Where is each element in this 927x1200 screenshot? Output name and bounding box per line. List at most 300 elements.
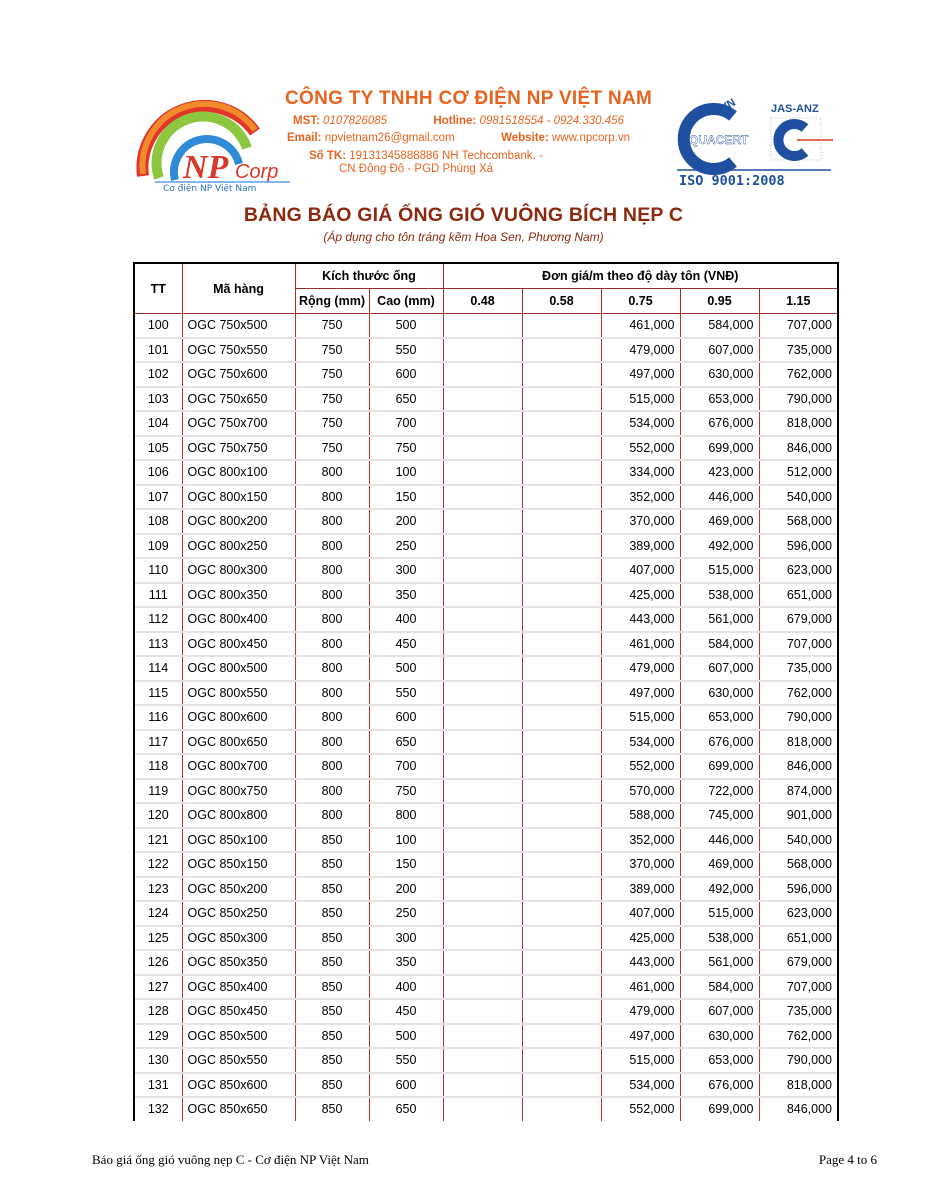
cell-price-095: 607,000 — [680, 656, 759, 681]
letterhead — [135, 86, 835, 196]
cell-width: 850 — [295, 828, 369, 853]
cell-price-048 — [443, 583, 522, 608]
cell-price-058 — [522, 754, 601, 779]
cell-price-095: 699,000 — [680, 754, 759, 779]
cell-price-095: 538,000 — [680, 583, 759, 608]
table-row — [134, 362, 838, 387]
cell-tt: 125 — [134, 926, 182, 951]
cell-height: 100 — [369, 460, 443, 485]
mst-label: MST: — [293, 115, 320, 127]
cell-tt: 111 — [134, 583, 182, 608]
cell-price-115: 818,000 — [759, 730, 838, 755]
cell-price-058 — [522, 1024, 601, 1049]
email-value[interactable]: npvietnam26@gmail.com — [324, 132, 455, 144]
cell-price-058 — [522, 460, 601, 485]
cell-tt: 120 — [134, 803, 182, 828]
cell-price-115: 762,000 — [759, 362, 838, 387]
cell-price-048 — [443, 852, 522, 877]
cell-price-048 — [443, 632, 522, 657]
cell-width: 850 — [295, 852, 369, 877]
cell-price-075: 352,000 — [601, 828, 680, 853]
cell-price-095: 630,000 — [680, 1024, 759, 1049]
cell-price-095: 492,000 — [680, 534, 759, 559]
cell-height: 400 — [369, 975, 443, 1000]
table-row — [134, 975, 838, 1000]
cell-tt: 106 — [134, 460, 182, 485]
table-row — [134, 950, 838, 975]
cell-price-075: 515,000 — [601, 1048, 680, 1073]
cell-code: OGC 850x650 — [182, 1097, 295, 1121]
cell-price-048 — [443, 1097, 522, 1121]
cell-price-048 — [443, 999, 522, 1024]
cell-price-075: 389,000 — [601, 534, 680, 559]
cell-price-075: 515,000 — [601, 387, 680, 412]
cell-height: 100 — [369, 828, 443, 853]
cell-tt: 123 — [134, 877, 182, 902]
cell-price-115: 540,000 — [759, 485, 838, 510]
table-row — [134, 632, 838, 657]
cell-price-048 — [443, 411, 522, 436]
cell-code: OGC 750x750 — [182, 436, 295, 461]
table-row — [134, 999, 838, 1024]
table-row — [134, 926, 838, 951]
cell-price-115: 735,000 — [759, 999, 838, 1024]
cell-price-075: 479,000 — [601, 656, 680, 681]
cell-width: 800 — [295, 460, 369, 485]
email-label: Email: — [287, 132, 322, 144]
cell-height: 650 — [369, 730, 443, 755]
cell-code: OGC 800x350 — [182, 583, 295, 608]
iso-certification-icon — [675, 96, 833, 188]
cell-price-115: 901,000 — [759, 803, 838, 828]
cell-price-095: 676,000 — [680, 730, 759, 755]
table-row — [134, 583, 838, 608]
cell-price-048 — [443, 485, 522, 510]
cell-code: OGC 850x250 — [182, 901, 295, 926]
cell-price-075: 370,000 — [601, 852, 680, 877]
cell-code: OGC 750x500 — [182, 314, 295, 338]
cell-price-115: 596,000 — [759, 534, 838, 559]
svg-text:ISO 9001:2008: ISO 9001:2008 — [679, 173, 785, 188]
header-size-group: Kích thước ống — [295, 263, 443, 289]
cell-price-115: 512,000 — [759, 460, 838, 485]
cell-price-058 — [522, 1073, 601, 1098]
table-row — [134, 754, 838, 779]
cell-price-075: 389,000 — [601, 877, 680, 902]
cell-height: 550 — [369, 1048, 443, 1073]
cell-price-048 — [443, 705, 522, 730]
document-subtitle: (Áp dụng cho tôn tráng kẽm Hoa Sen, Phương Nam) — [323, 230, 604, 244]
cell-height: 350 — [369, 583, 443, 608]
cell-price-048 — [443, 1048, 522, 1073]
cell-height: 300 — [369, 926, 443, 951]
cell-price-058 — [522, 583, 601, 608]
table-row — [134, 436, 838, 461]
cell-tt: 118 — [134, 754, 182, 779]
cell-price-048 — [443, 779, 522, 804]
table-row — [134, 485, 838, 510]
cell-price-115: 762,000 — [759, 681, 838, 706]
cell-width: 800 — [295, 485, 369, 510]
cell-price-095: 469,000 — [680, 509, 759, 534]
cell-width: 750 — [295, 387, 369, 412]
cell-price-115: 707,000 — [759, 975, 838, 1000]
cell-price-075: 334,000 — [601, 460, 680, 485]
cell-price-115: 568,000 — [759, 852, 838, 877]
cell-height: 750 — [369, 779, 443, 804]
hotline-label: Hotline: — [433, 115, 477, 127]
cell-price-095: 469,000 — [680, 852, 759, 877]
cell-width: 750 — [295, 362, 369, 387]
svg-text:QUACERT: QUACERT — [689, 133, 749, 147]
cell-width: 750 — [295, 338, 369, 363]
cell-price-048 — [443, 1073, 522, 1098]
header-width: Rộng (mm) — [295, 289, 369, 314]
cell-width: 850 — [295, 1024, 369, 1049]
cell-width: 800 — [295, 803, 369, 828]
cell-code: OGC 800x650 — [182, 730, 295, 755]
cell-price-115: 790,000 — [759, 387, 838, 412]
cell-tt: 128 — [134, 999, 182, 1024]
cell-price-058 — [522, 436, 601, 461]
header-thickness-058: 0.58 — [522, 289, 601, 314]
cell-price-095: 676,000 — [680, 1073, 759, 1098]
bank-branch-line: CN Đông Đô - PGD Phùng Xá — [339, 163, 494, 175]
cell-price-075: 443,000 — [601, 950, 680, 975]
cell-price-095: 722,000 — [680, 779, 759, 804]
cell-code: OGC 850x350 — [182, 950, 295, 975]
cell-price-075: 479,000 — [601, 338, 680, 363]
document-title: BẢNG BÁO GIÁ ỐNG GIÓ VUÔNG BÍCH NẸP C — [243, 204, 684, 226]
cell-price-075: 370,000 — [601, 509, 680, 534]
cell-height: 550 — [369, 681, 443, 706]
cell-price-058 — [522, 411, 601, 436]
table-row — [134, 558, 838, 583]
cell-price-048 — [443, 828, 522, 853]
table-row — [134, 314, 838, 338]
cell-price-048 — [443, 656, 522, 681]
cell-height: 200 — [369, 509, 443, 534]
header-thickness-115: 1.15 — [759, 289, 838, 314]
cell-price-115: 679,000 — [759, 607, 838, 632]
cell-price-058 — [522, 999, 601, 1024]
cell-price-058 — [522, 926, 601, 951]
cell-height: 200 — [369, 877, 443, 902]
cell-price-058 — [522, 534, 601, 559]
cell-width: 850 — [295, 999, 369, 1024]
cell-tt: 110 — [134, 558, 182, 583]
cell-price-048 — [443, 314, 522, 338]
cell-price-115: 790,000 — [759, 705, 838, 730]
cell-price-075: 479,000 — [601, 999, 680, 1024]
cell-price-058 — [522, 950, 601, 975]
cell-code: OGC 850x500 — [182, 1024, 295, 1049]
cell-price-058 — [522, 362, 601, 387]
cell-price-095: 515,000 — [680, 558, 759, 583]
cell-price-058 — [522, 387, 601, 412]
cell-width: 850 — [295, 950, 369, 975]
cell-price-048 — [443, 436, 522, 461]
header-height: Cao (mm) — [369, 289, 443, 314]
cell-price-095: 607,000 — [680, 999, 759, 1024]
table-row — [134, 681, 838, 706]
cell-price-058 — [522, 338, 601, 363]
cell-price-095: 699,000 — [680, 436, 759, 461]
table-row — [134, 1097, 838, 1121]
table-row — [134, 387, 838, 412]
cell-code: OGC 800x700 — [182, 754, 295, 779]
cell-height: 450 — [369, 999, 443, 1024]
cell-code: OGC 750x700 — [182, 411, 295, 436]
cell-width: 850 — [295, 901, 369, 926]
cell-price-115: 846,000 — [759, 1097, 838, 1121]
cell-price-075: 352,000 — [601, 485, 680, 510]
cell-price-058 — [522, 1097, 601, 1121]
cell-tt: 113 — [134, 632, 182, 657]
cell-price-075: 407,000 — [601, 901, 680, 926]
cell-price-115: 735,000 — [759, 338, 838, 363]
cell-code: OGC 800x250 — [182, 534, 295, 559]
cell-price-095: 630,000 — [680, 362, 759, 387]
cell-price-048 — [443, 460, 522, 485]
cell-tt: 132 — [134, 1097, 182, 1121]
cell-height: 700 — [369, 411, 443, 436]
cell-height: 550 — [369, 338, 443, 363]
cell-price-095: 561,000 — [680, 950, 759, 975]
cell-height: 600 — [369, 705, 443, 730]
cell-price-115: 707,000 — [759, 632, 838, 657]
cell-price-095: 745,000 — [680, 803, 759, 828]
table-row — [134, 656, 838, 681]
cell-tt: 100 — [134, 314, 182, 338]
cell-price-048 — [443, 803, 522, 828]
cell-price-095: 515,000 — [680, 901, 759, 926]
cell-price-075: 425,000 — [601, 583, 680, 608]
cell-width: 750 — [295, 411, 369, 436]
cell-price-115: 790,000 — [759, 1048, 838, 1073]
cell-code: OGC 800x800 — [182, 803, 295, 828]
cell-code: OGC 800x400 — [182, 607, 295, 632]
cell-height: 250 — [369, 901, 443, 926]
cell-code: OGC 850x550 — [182, 1048, 295, 1073]
cell-price-075: 497,000 — [601, 362, 680, 387]
cell-price-048 — [443, 950, 522, 975]
website-value[interactable]: www.npcorp.vn — [551, 132, 630, 144]
header-price-group: Đơn giá/m theo độ dày tôn (VNĐ) — [443, 263, 838, 289]
cell-height: 150 — [369, 485, 443, 510]
account-label: Số TK: — [309, 150, 347, 162]
footer-page-number: Page 4 to 6 — [818, 1152, 877, 1167]
cell-price-058 — [522, 632, 601, 657]
price-table — [133, 262, 839, 1121]
cell-code: OGC 850x450 — [182, 999, 295, 1024]
cell-height: 500 — [369, 1024, 443, 1049]
cell-price-095: 653,000 — [680, 387, 759, 412]
cell-price-048 — [443, 975, 522, 1000]
cell-price-095: 630,000 — [680, 681, 759, 706]
header-tt: TT — [134, 263, 182, 314]
cell-price-115: 596,000 — [759, 877, 838, 902]
header-thickness-075: 0.75 — [601, 289, 680, 314]
cell-tt: 122 — [134, 852, 182, 877]
cell-height: 300 — [369, 558, 443, 583]
cell-price-075: 534,000 — [601, 411, 680, 436]
cell-width: 800 — [295, 730, 369, 755]
cell-price-048 — [443, 362, 522, 387]
table-header — [134, 263, 838, 314]
cell-price-075: 588,000 — [601, 803, 680, 828]
cell-width: 850 — [295, 926, 369, 951]
cell-price-115: 651,000 — [759, 926, 838, 951]
cell-tt: 130 — [134, 1048, 182, 1073]
cell-width: 800 — [295, 607, 369, 632]
account-value: 19131345888886 NH Techcombank. - — [349, 150, 543, 162]
svg-text:NP: NP — [183, 149, 229, 186]
cell-width: 800 — [295, 705, 369, 730]
cell-price-075: 552,000 — [601, 436, 680, 461]
cell-price-058 — [522, 901, 601, 926]
cell-width: 800 — [295, 534, 369, 559]
cell-price-115: 540,000 — [759, 828, 838, 853]
cell-price-115: 623,000 — [759, 901, 838, 926]
cell-price-095: 699,000 — [680, 1097, 759, 1121]
cell-price-048 — [443, 558, 522, 583]
cell-tt: 101 — [134, 338, 182, 363]
cell-price-095: 538,000 — [680, 926, 759, 951]
cell-code: OGC 850x200 — [182, 877, 295, 902]
table-row — [134, 460, 838, 485]
svg-text:JAS-ANZ: JAS-ANZ — [771, 103, 819, 115]
cell-price-048 — [443, 901, 522, 926]
cell-price-048 — [443, 534, 522, 559]
table-body — [134, 314, 838, 1121]
cell-code: OGC 850x300 — [182, 926, 295, 951]
cell-code: OGC 800x750 — [182, 779, 295, 804]
cell-price-075: 461,000 — [601, 314, 680, 338]
cell-width: 750 — [295, 314, 369, 338]
cell-code: OGC 800x550 — [182, 681, 295, 706]
cell-width: 800 — [295, 754, 369, 779]
cell-code: OGC 800x200 — [182, 509, 295, 534]
cell-width: 800 — [295, 779, 369, 804]
cell-height: 350 — [369, 950, 443, 975]
cell-tt: 105 — [134, 436, 182, 461]
table-row — [134, 607, 838, 632]
website-label: Website: — [501, 132, 549, 144]
table-row — [134, 338, 838, 363]
cell-price-075: 443,000 — [601, 607, 680, 632]
cell-tt: 116 — [134, 705, 182, 730]
svg-text:Corp: Corp — [235, 161, 279, 183]
cell-code: OGC 850x100 — [182, 828, 295, 853]
cell-price-095: 446,000 — [680, 828, 759, 853]
cell-width: 800 — [295, 681, 369, 706]
cell-price-075: 461,000 — [601, 632, 680, 657]
cell-price-115: 874,000 — [759, 779, 838, 804]
cell-price-075: 534,000 — [601, 1073, 680, 1098]
cell-price-095: 423,000 — [680, 460, 759, 485]
cell-price-048 — [443, 877, 522, 902]
table-row — [134, 1048, 838, 1073]
cell-code: OGC 800x300 — [182, 558, 295, 583]
cell-width: 850 — [295, 1048, 369, 1073]
mst-value: 0107826085 — [323, 115, 388, 127]
cell-price-075: 534,000 — [601, 730, 680, 755]
cell-height: 500 — [369, 314, 443, 338]
cell-price-048 — [443, 754, 522, 779]
cell-width: 850 — [295, 1073, 369, 1098]
cell-price-115: 762,000 — [759, 1024, 838, 1049]
cell-code: OGC 800x600 — [182, 705, 295, 730]
cell-width: 800 — [295, 509, 369, 534]
cell-height: 450 — [369, 632, 443, 657]
table-row — [134, 534, 838, 559]
cell-price-115: 651,000 — [759, 583, 838, 608]
cell-price-115: 818,000 — [759, 1073, 838, 1098]
npcorp-logo-icon — [135, 92, 295, 192]
cell-tt: 117 — [134, 730, 182, 755]
cell-price-058 — [522, 975, 601, 1000]
cell-code: OGC 850x150 — [182, 852, 295, 877]
cell-price-115: 818,000 — [759, 411, 838, 436]
cell-height: 650 — [369, 387, 443, 412]
cell-width: 850 — [295, 975, 369, 1000]
cell-height: 750 — [369, 436, 443, 461]
cell-tt: 104 — [134, 411, 182, 436]
cell-price-058 — [522, 877, 601, 902]
cell-price-115: 846,000 — [759, 754, 838, 779]
cell-tt: 102 — [134, 362, 182, 387]
cell-tt: 129 — [134, 1024, 182, 1049]
cell-tt: 115 — [134, 681, 182, 706]
cell-tt: 131 — [134, 1073, 182, 1098]
cell-price-095: 561,000 — [680, 607, 759, 632]
cell-width: 750 — [295, 436, 369, 461]
cell-price-058 — [522, 509, 601, 534]
table-row — [134, 901, 838, 926]
cell-tt: 124 — [134, 901, 182, 926]
table-row — [134, 411, 838, 436]
cell-height: 600 — [369, 362, 443, 387]
cell-price-115: 735,000 — [759, 656, 838, 681]
table-row — [134, 705, 838, 730]
cell-price-095: 584,000 — [680, 314, 759, 338]
hotline-value: 0981518554 - 0924.330.456 — [479, 115, 624, 127]
footer-document-name: Báo giá ống gió vuông nẹp C - Cơ điện NP Việt Nam — [92, 1152, 369, 1167]
cell-price-058 — [522, 656, 601, 681]
cell-price-095: 492,000 — [680, 877, 759, 902]
cell-code: OGC 800x100 — [182, 460, 295, 485]
cell-price-115: 623,000 — [759, 558, 838, 583]
cell-price-058 — [522, 779, 601, 804]
cell-price-095: 584,000 — [680, 975, 759, 1000]
cell-height: 400 — [369, 607, 443, 632]
table-row — [134, 828, 838, 853]
price-table-container — [133, 262, 839, 1121]
cell-width: 800 — [295, 656, 369, 681]
cell-price-095: 676,000 — [680, 411, 759, 436]
cell-price-058 — [522, 681, 601, 706]
cell-price-115: 679,000 — [759, 950, 838, 975]
company-name: CÔNG TY TNHH CƠ ĐIỆN NP VIỆT NAM — [285, 88, 653, 109]
cell-code: OGC 750x600 — [182, 362, 295, 387]
table-row — [134, 509, 838, 534]
cell-price-048 — [443, 509, 522, 534]
cell-price-058 — [522, 485, 601, 510]
cell-tt: 107 — [134, 485, 182, 510]
cell-tt: 114 — [134, 656, 182, 681]
cell-price-058 — [522, 730, 601, 755]
